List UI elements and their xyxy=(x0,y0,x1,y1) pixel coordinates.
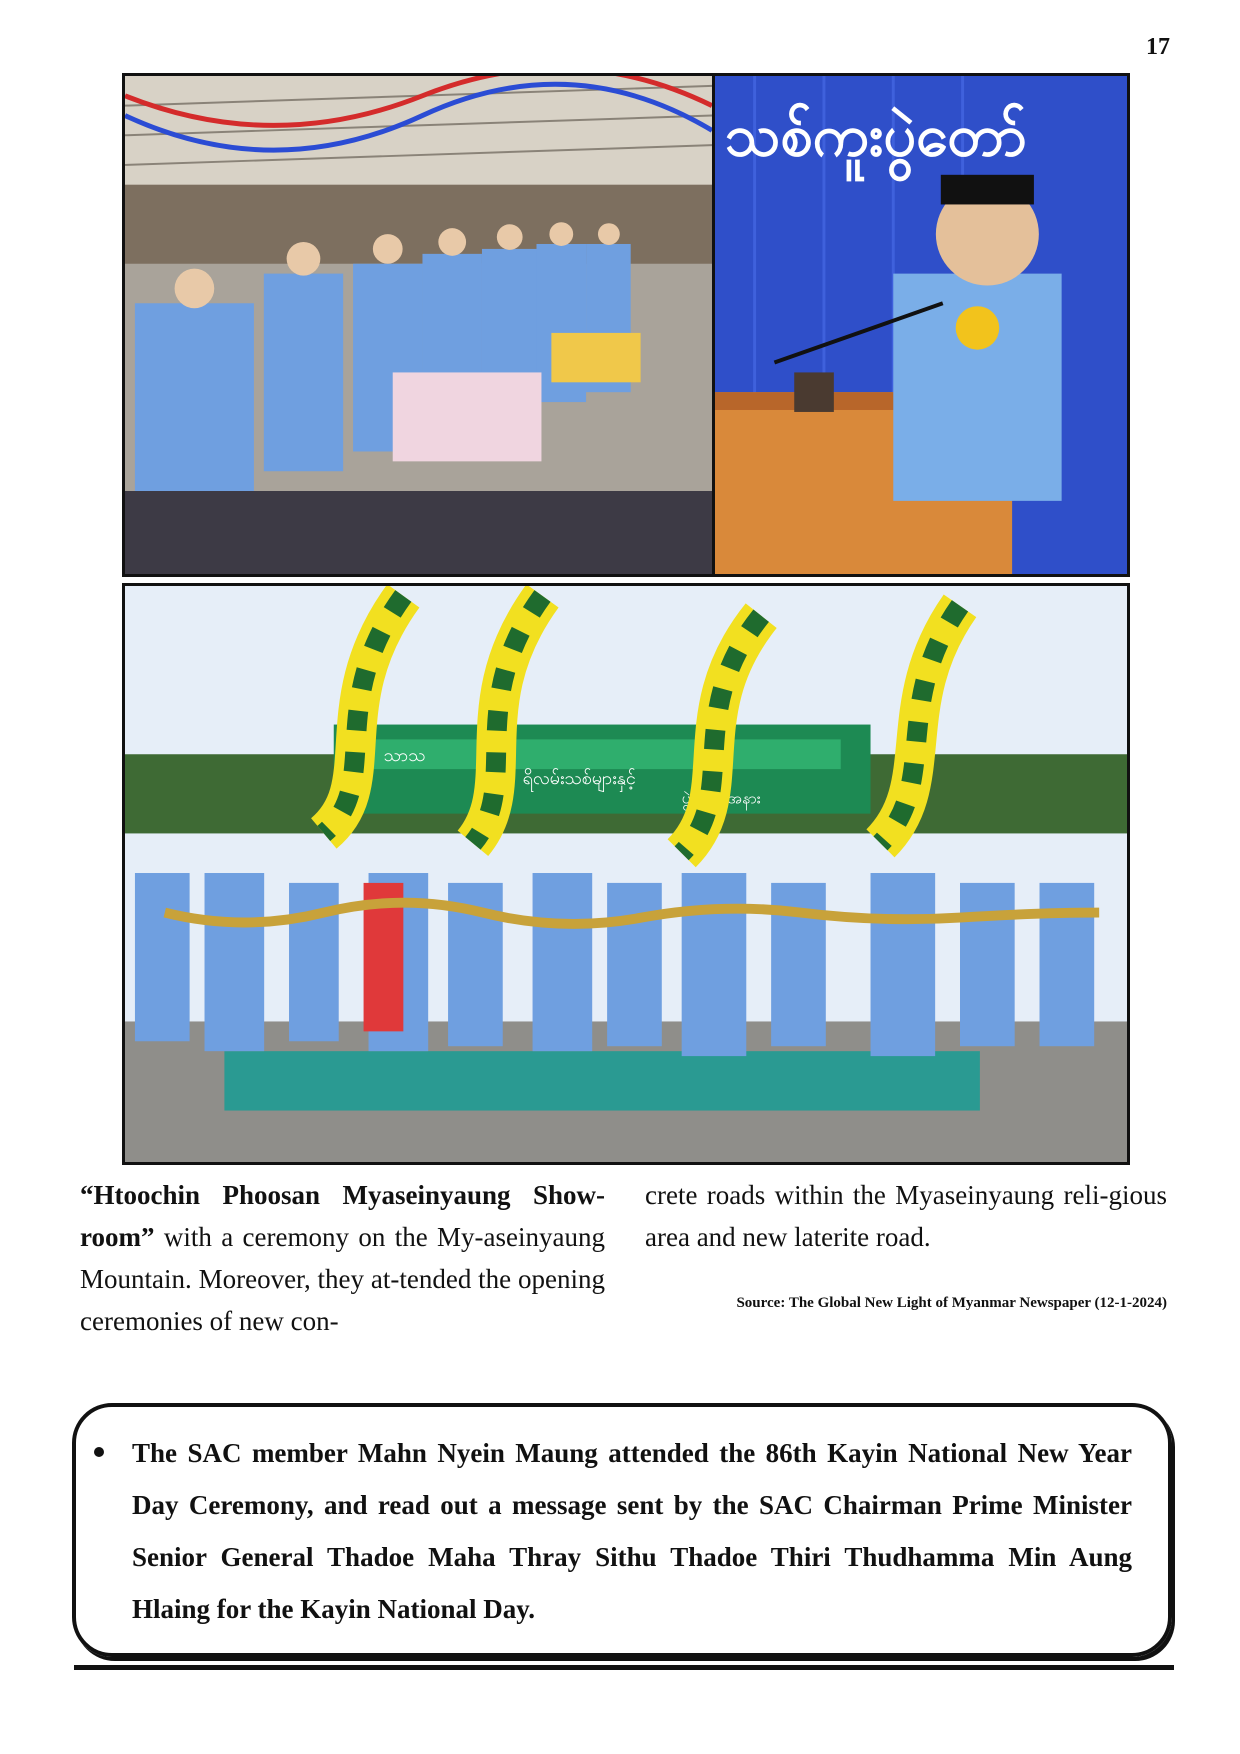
article-right-column xyxy=(645,1174,1167,1258)
page-number: 17 xyxy=(1146,34,1170,60)
showroom-name: “Htoochin Phoosan Myaseinyaung Show-room” xyxy=(80,1180,605,1252)
gate-line-3: ပွဲအခမ်းအနား xyxy=(681,788,761,808)
audience-hall-image xyxy=(125,76,712,574)
news-callout-box xyxy=(72,1403,1172,1657)
page-bottom-rule xyxy=(74,1665,1174,1670)
photo-speaker-podium xyxy=(714,73,1130,577)
ribbon-cutting-image xyxy=(125,586,1127,1162)
speaker-podium-image xyxy=(715,76,1127,574)
photo-audience-hall xyxy=(122,73,714,577)
source-citation: Source: The Global New Light of Myanmar Newspaper (12-1-2024) xyxy=(736,1295,1167,1311)
bullet-icon xyxy=(94,1447,104,1457)
article-left-body: with a ceremony on the My-aseinyaung Mountain. Moreover, they at-tended the opening ceremonies of new con- xyxy=(80,1222,606,1336)
banner-text: သစ်ကူးပွဲတော် xyxy=(724,102,1027,170)
gate-line-1: သာသ xyxy=(383,745,426,767)
article-left-column xyxy=(80,1174,605,1342)
photo-ribbon-cutting xyxy=(122,583,1130,1165)
callout-bullet-item: The SAC member Mahn Nyein Maung attended the 86th Kayin National New Year Day Ceremony, and read out a message sent by the SAC Chairman Prime Minister Senior General Thadoe Maha Thray Sithu Thadoe Thiri Thudhamma Min Aung Hlaing for the Kayin National Day. xyxy=(132,1438,1132,1624)
gate-line-2: ရိလမ်းသစ်များနှင့် xyxy=(522,767,636,789)
article-right-body: crete roads within the Myaseinyaung reli-gious area and new laterite road. xyxy=(645,1180,1167,1252)
